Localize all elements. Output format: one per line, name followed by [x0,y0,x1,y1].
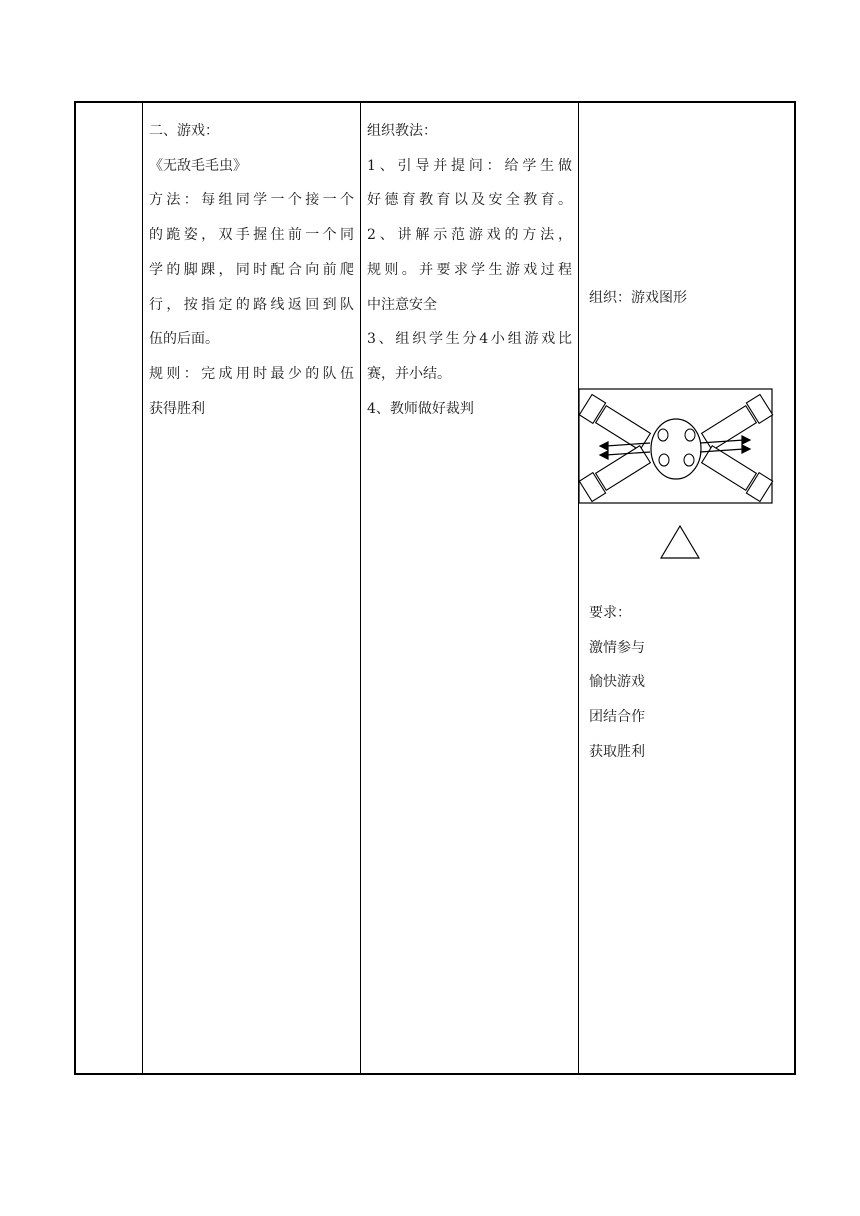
teaching-text-line: 3、组织学生分4小组游戏比 [367,331,572,348]
section-heading: 二、游戏： [149,123,219,139]
lesson-table [74,101,796,1075]
teaching-method-cell [361,103,578,1073]
teaching-text-line: 4、教师做好裁判 [367,400,474,417]
requirement-item: 团结合作 [589,709,645,726]
teaching-heading: 组织教法： [367,123,437,139]
method-text-line: 的跪姿，双手握住前一个同 [149,227,354,244]
requirement-item: 获取胜利 [589,743,645,760]
teacher-position-triangle [659,524,701,560]
method-text-line: 行，按指定的路线返回到队 [149,296,354,313]
game-formation-diagram [578,388,774,504]
rule-text-line: 规则：完成用时最少的队伍 [149,365,354,382]
game-content-cell [143,103,360,1073]
teaching-text-line: 赛，并小结。 [367,365,451,382]
requirement-item: 激情参与 [589,639,645,656]
organization-cell [579,103,796,1073]
teaching-text-line: 2、讲解示范游戏的方法， [367,227,572,244]
requirements-block [589,596,645,770]
organization-label: 组织：游戏图形 [589,290,687,306]
teaching-text-line: 1、引导并提问：给学生做 [367,157,572,174]
method-text-line: 伍的后面。 [149,331,219,348]
rule-text-line: 获得胜利 [149,400,205,417]
method-text-line: 方法：每组同学一个接一个 [149,192,354,209]
index-column-cell [76,103,142,1073]
teaching-text-line: 中注意安全 [367,296,437,313]
teaching-text-line: 好德育教育以及安全教育。 [367,192,572,209]
teaching-text-line: 规则。并要求学生游戏过程 [367,261,572,278]
method-text-line: 学的脚踝，同时配合向前爬 [149,261,354,278]
requirement-item: 愉快游戏 [589,674,645,691]
requirements-heading: 要求： [589,605,631,621]
game-title: 《无敌毛毛虫》 [149,157,247,174]
